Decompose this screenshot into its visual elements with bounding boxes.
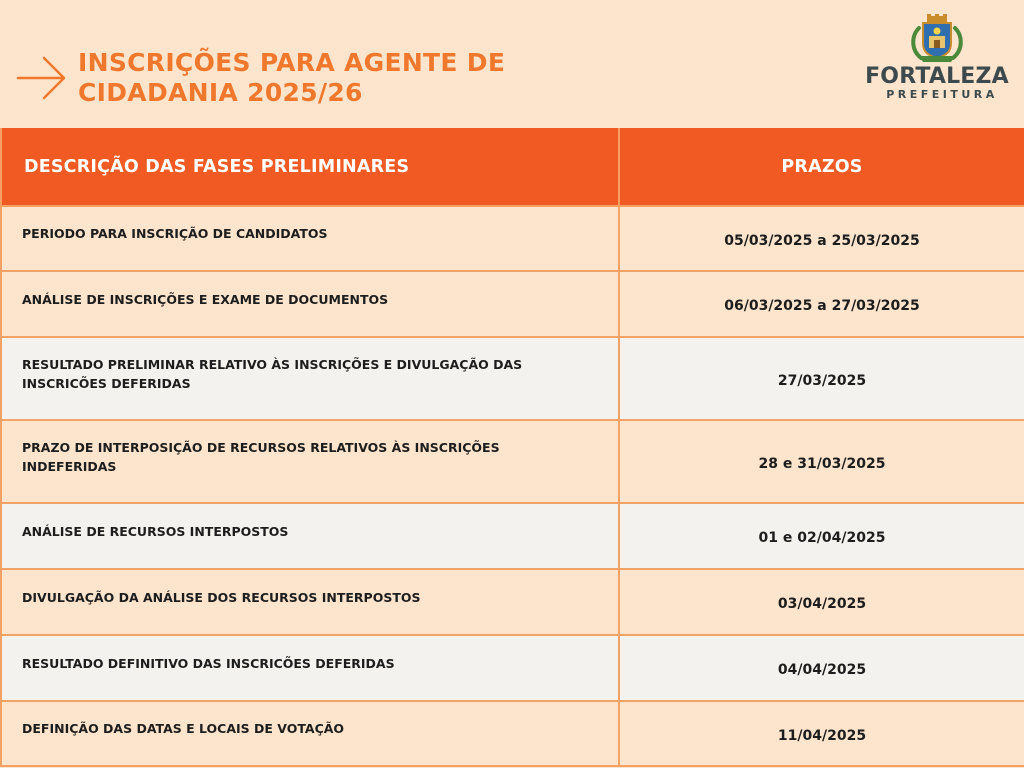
arrow-right-icon — [14, 50, 70, 106]
header-description: DESCRIÇÃO DAS FASES PRELIMINARES — [1, 128, 619, 206]
row-deadline: 01 e 02/04/2025 — [619, 503, 1024, 569]
row-description: ANÁLISE DE INSCRIÇÕES E EXAME DE DOCUMENTOS — [1, 271, 619, 337]
fortaleza-logo — [862, 14, 1012, 114]
phases-table — [0, 128, 1024, 767]
row-deadline: 05/03/2025 a 25/03/2025 — [619, 206, 1024, 271]
table-row — [1, 503, 1024, 569]
row-description: RESULTADO DEFINITIVO DAS INSCRICÕES DEFERIDAS — [1, 635, 619, 701]
row-deadline: 27/03/2025 — [619, 337, 1024, 420]
row-deadline: 03/04/2025 — [619, 569, 1024, 635]
fortaleza-crest-icon — [905, 14, 969, 64]
table-row — [1, 206, 1024, 271]
table-row — [1, 337, 1024, 420]
row-deadline: 04/04/2025 — [619, 635, 1024, 701]
title-line-1: INSCRIÇÕES PARA AGENTE DE — [78, 48, 506, 77]
title-line-2: CIDADANIA 2025/26 — [78, 78, 363, 107]
row-deadline: 11/04/2025 — [619, 701, 1024, 766]
page-header — [0, 0, 1024, 128]
row-description: PRAZO DE INTERPOSIÇÃO DE RECURSOS RELATIVOS ÀS INSCRIÇÕES INDEFERIDAS — [1, 420, 619, 503]
table-row — [1, 420, 1024, 503]
row-description: RESULTADO PRELIMINAR RELATIVO ÀS INSCRIÇÕES E DIVULGAÇÃO DAS INSCRICÕES DEFERIDAS — [1, 337, 619, 420]
row-description: DEFINIÇÃO DAS DATAS E LOCAIS DE VOTAÇÃO — [1, 701, 619, 766]
page-title — [78, 48, 505, 108]
table-header-row — [1, 128, 1024, 206]
row-deadline: 28 e 31/03/2025 — [619, 420, 1024, 503]
row-description: ANÁLISE DE RECURSOS INTERPOSTOS — [1, 503, 619, 569]
table-row — [1, 271, 1024, 337]
header-deadlines: PRAZOS — [619, 128, 1024, 206]
table-row — [1, 635, 1024, 701]
table-row — [1, 701, 1024, 766]
row-description: PERIODO PARA INSCRIÇÃO DE CANDIDATOS — [1, 206, 619, 271]
row-description: DIVULGAÇÃO DA ANÁLISE DOS RECURSOS INTERPOSTOS — [1, 569, 619, 635]
logo-name: FORTALEZA — [865, 64, 1009, 89]
row-deadline: 06/03/2025 a 27/03/2025 — [619, 271, 1024, 337]
table-row — [1, 569, 1024, 635]
logo-subtitle: PREFEITURA — [886, 88, 998, 101]
